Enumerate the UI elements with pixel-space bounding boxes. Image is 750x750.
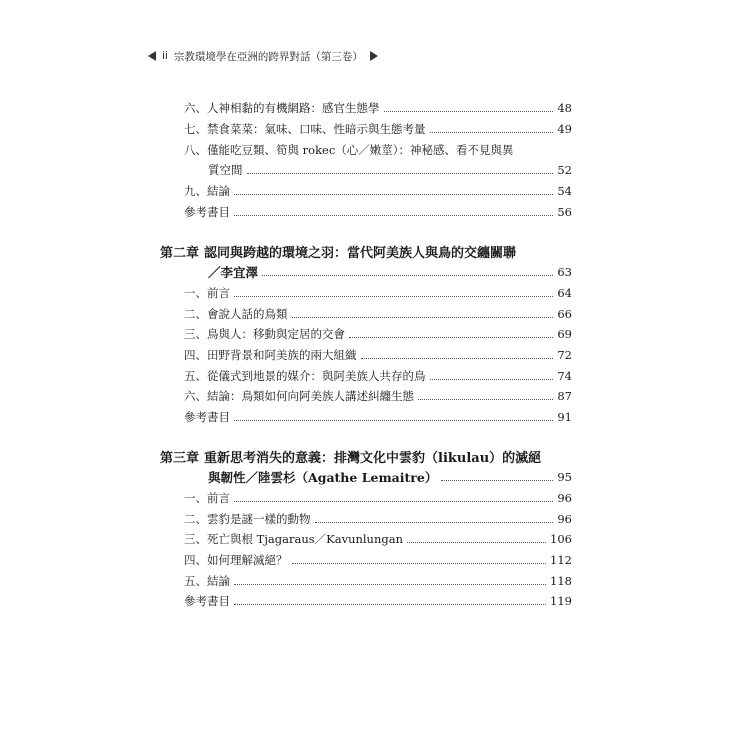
toc-entry-page: 106: [550, 532, 572, 546]
triangle-left-icon: [148, 51, 156, 61]
toc-entry-title: 質空間: [208, 163, 243, 177]
toc-entry-title: 七、禁食菜菜：氣味、口味、性暗示與生態考量: [184, 122, 426, 136]
dot-leader: [430, 378, 554, 380]
toc-entry-page: 66: [557, 307, 572, 321]
dot-leader: [292, 316, 554, 318]
toc-entry-page: 96: [557, 491, 572, 505]
toc-entry-title: 五、從儀式到地景的媒介：與阿美族人共存的鳥: [184, 369, 426, 383]
dot-leader: [234, 603, 546, 605]
toc-entry: [184, 488, 572, 508]
dot-leader: [430, 131, 554, 133]
toc-entry-page: 48: [557, 101, 572, 115]
toc-entry: [184, 345, 572, 365]
toc-entry: [184, 571, 572, 591]
toc-entry: [184, 140, 572, 160]
toc-entry-page: 119: [550, 594, 572, 608]
dot-leader: [234, 214, 553, 216]
chapter-author: 與韌性／陸雲杉（Agathe Lemaitre）: [208, 470, 438, 485]
toc-entry-page: 69: [557, 327, 572, 341]
toc-entry-page: 72: [557, 348, 572, 362]
toc-entry-page: 118: [550, 574, 572, 588]
toc-entry-title: 二、會說人話的鳥類: [184, 307, 288, 321]
dot-leader: [234, 500, 553, 502]
toc-entry: [184, 386, 572, 406]
toc-entry: [184, 98, 572, 118]
dot-leader: [234, 193, 553, 195]
dot-leader: [234, 419, 553, 421]
toc-entry-continuation: [208, 160, 572, 180]
header-page-number: ii: [162, 50, 168, 62]
chapter-author-line: [208, 467, 572, 487]
running-header: [148, 46, 378, 66]
toc-entry-page: 63: [557, 265, 572, 279]
toc-entry-title: 參考書目: [184, 410, 230, 424]
toc-entry: [184, 324, 572, 344]
chapter-author-line: [208, 262, 572, 282]
toc-entry-page: 87: [557, 389, 572, 403]
toc-entry-page: 91: [557, 410, 572, 424]
toc-entry-title: 五、結論: [184, 574, 230, 588]
dot-leader: [361, 357, 554, 359]
toc-entry-title: 三、鳥與人：移動與定居的交會: [184, 327, 345, 341]
toc-entry-title: 一、前言: [184, 286, 230, 300]
chapter-author: ／李宜澤: [208, 265, 259, 280]
triangle-right-icon: [370, 51, 378, 61]
chapter-heading: [160, 240, 572, 262]
toc-entry-page: 95: [557, 470, 572, 484]
toc-entry: [184, 550, 572, 570]
toc-entry: [184, 119, 572, 139]
toc-entry-title: 參考書目: [184, 594, 230, 608]
toc-entry-title: 四、田野背景和阿美族的兩大組織: [184, 348, 357, 362]
toc-entry: [184, 181, 572, 201]
dot-leader: [418, 398, 553, 400]
chapter-title: 重新思考消失的意義：排灣文化中雲豹（likulau）的滅絕: [204, 450, 542, 466]
toc-entry: [184, 591, 572, 611]
toc-entry-page: 64: [557, 286, 572, 300]
chapter-title: 認同與跨越的環境之羽：當代阿美族人與鳥的交纏關聯: [204, 245, 517, 261]
dot-leader: [441, 479, 553, 481]
toc-entry-page: 52: [557, 163, 572, 177]
toc-entry-title: 二、雲豹是謎一樣的動物: [184, 512, 311, 526]
toc-entry-page: 74: [557, 369, 572, 383]
toc-entry: [184, 202, 572, 222]
dot-leader: [247, 172, 554, 174]
dot-leader: [292, 562, 547, 564]
toc-entry-page: 49: [557, 122, 572, 136]
chapter-label: 第二章: [160, 245, 200, 261]
toc-entry-title: 八、僅能吃豆類、筍與 rokec（心／嫩莖）：神秘感、看不見與異: [184, 143, 514, 157]
dot-leader: [234, 295, 553, 297]
toc-entry-title: 一、前言: [184, 491, 230, 505]
toc-entry-page: 54: [557, 184, 572, 198]
toc-entry-title: 六、人神相黏的有機網路：感官生態學: [184, 101, 380, 115]
header-book-title: 宗教環境學在亞洲的跨界對話（第三卷）: [173, 50, 363, 63]
toc-entry: [184, 529, 572, 549]
toc-entry: [184, 509, 572, 529]
toc-entry: [184, 407, 572, 427]
dot-leader: [349, 336, 553, 338]
toc-entry: [184, 283, 572, 303]
toc-entry-title: 三、死亡與根 Tjagaraus／Kavunlungan: [184, 532, 403, 546]
dot-leader: [262, 274, 553, 276]
chapter-heading: [160, 445, 572, 467]
toc-entry-title: 九、結論: [184, 184, 230, 198]
dot-leader: [315, 521, 554, 523]
dot-leader: [407, 541, 546, 543]
dot-leader: [384, 110, 554, 112]
dot-leader: [234, 583, 546, 585]
chapter-label: 第三章: [160, 450, 200, 466]
toc-entry-page: 56: [557, 205, 572, 219]
toc-entry: [184, 366, 572, 386]
toc-entry-title: 四、如何理解滅絕？: [184, 553, 288, 567]
toc-entry-title: 六、結論：鳥類如何向阿美族人講述糾纏生態: [184, 389, 414, 403]
toc-entry-page: 112: [550, 553, 572, 567]
toc-entry-title: 參考書目: [184, 205, 230, 219]
toc-entry: [184, 304, 572, 324]
toc-entry-page: 96: [557, 512, 572, 526]
